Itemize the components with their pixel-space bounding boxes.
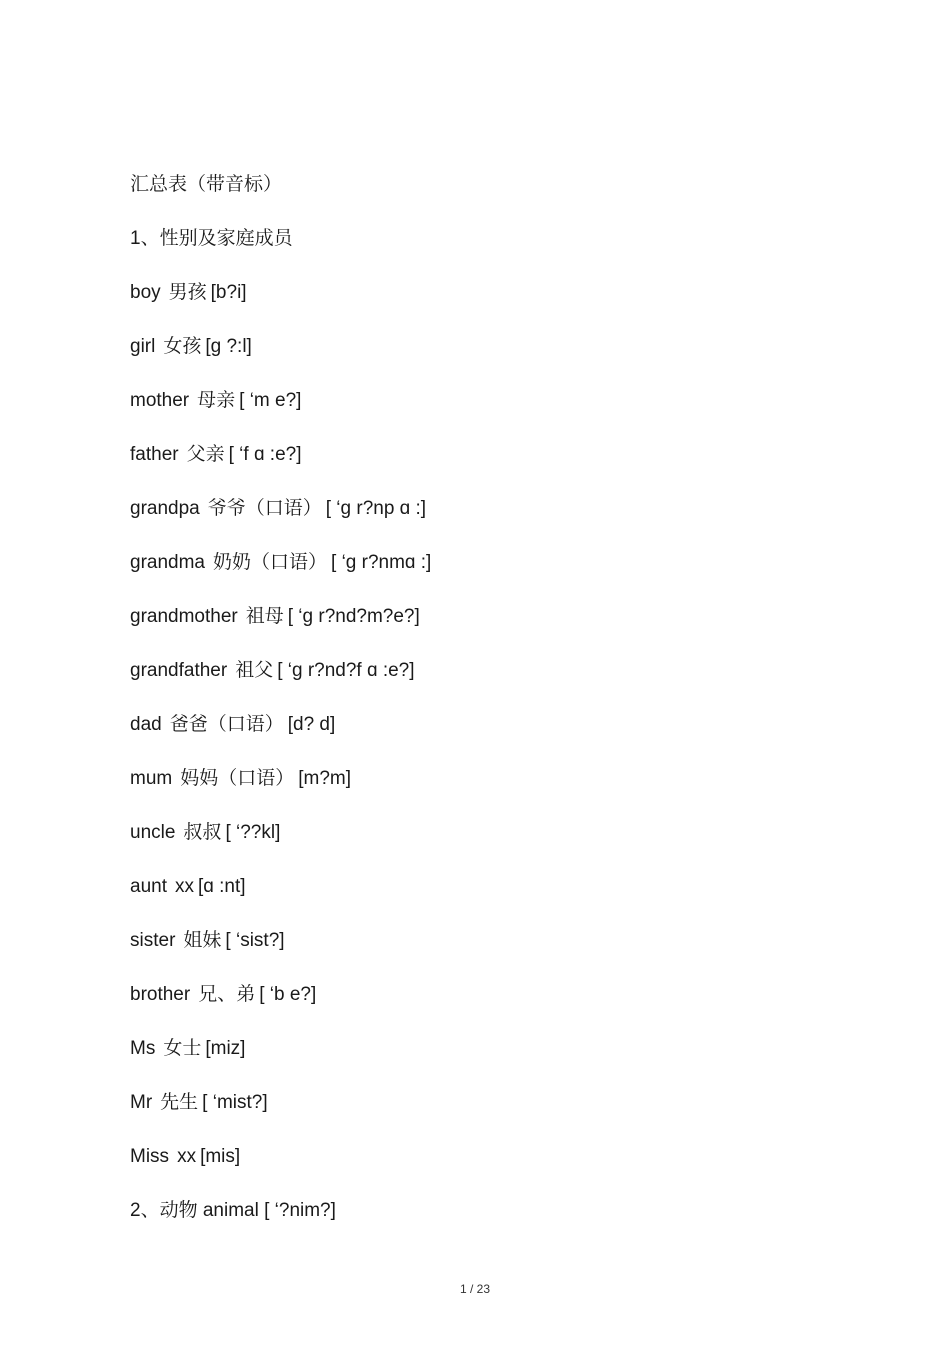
entry-chinese: 父亲: [186, 444, 225, 465]
entry-phonetic: [miz]: [205, 1038, 246, 1059]
vocab-entry: [130, 710, 890, 764]
vocab-entry: [130, 548, 890, 602]
entry-chinese: 祖母: [245, 606, 284, 627]
entry-phonetic: [m?m]: [298, 768, 352, 789]
entry-phonetic: [ ‘m e?]: [239, 390, 302, 411]
entry-phonetic: [ɡ ?:l]: [205, 336, 252, 357]
vocab-entry: [130, 872, 890, 926]
entry-word: sister: [130, 930, 176, 951]
entry-word: mother: [130, 390, 190, 411]
entry-phonetic: [ ‘ɡ r?nd?m?e?]: [287, 606, 420, 627]
entry-word: uncle: [130, 822, 176, 843]
vocab-entry: [130, 656, 890, 710]
vocab-entry: [130, 926, 890, 980]
entry-phonetic: [ ‘f ɑ :e?]: [228, 444, 302, 465]
entry-chinese: 姐妹: [183, 930, 222, 951]
page-title: 汇总表（带音标）: [130, 174, 283, 195]
entry-chinese: 叔叔: [183, 822, 222, 843]
vocab-entry: [130, 818, 890, 872]
entry-word: grandma: [130, 552, 205, 573]
entry-word: aunt: [130, 876, 167, 897]
entry-word: father: [130, 444, 179, 465]
entry-word: Mr: [130, 1092, 153, 1113]
entry-phonetic: [ ‘ɡ r?nd?f ɑ :e?]: [277, 660, 415, 681]
entry-phonetic: [ ‘??kl]: [225, 822, 281, 843]
vocab-entry: [130, 440, 890, 494]
entry-word: brother: [130, 984, 191, 1005]
entry-chinese: xx: [177, 1146, 197, 1167]
entry-word: Ms: [130, 1038, 156, 1059]
entry-chinese: 男孩: [168, 282, 207, 303]
entry-phonetic: [ ‘ɡ r?nmɑ :]: [331, 552, 432, 573]
entry-word: boy: [130, 282, 161, 303]
entry-phonetic: [b?i]: [210, 282, 247, 303]
vocab-entry: [130, 602, 890, 656]
vocab-entry: [130, 1088, 890, 1142]
page-number: 1 / 23: [459, 1282, 491, 1296]
vocab-entry: [130, 386, 890, 440]
vocab-entry: [130, 1142, 890, 1196]
entry-chinese: 妈妈（口语）: [180, 768, 295, 789]
entry-phonetic: [ ‘mist?]: [202, 1092, 268, 1113]
vocab-entry: [130, 1034, 890, 1088]
entry-chinese: 兄、弟: [198, 984, 256, 1005]
entry-word: dad: [130, 714, 162, 735]
vocab-entry: [130, 764, 890, 818]
vocab-entry: [130, 278, 890, 332]
entry-chinese: 祖父: [235, 660, 274, 681]
entry-chinese: xx: [174, 876, 194, 897]
entry-phonetic: [ɑ :nt]: [197, 876, 246, 897]
entry-chinese: 母亲: [197, 390, 236, 411]
entry-chinese: 女士: [163, 1038, 202, 1059]
entry-word: Miss: [130, 1146, 170, 1167]
section-heading-2: 2、动物 animal [ ‘?nim?]: [130, 1200, 336, 1221]
entry-word: mum: [130, 768, 173, 789]
entry-chinese: 奶奶（口语）: [213, 552, 328, 573]
entry-phonetic: [ ‘ɡ r?np ɑ :]: [325, 498, 427, 519]
section-heading-1: 1、性别及家庭成员: [130, 228, 293, 249]
entry-phonetic: [ ‘sist?]: [225, 930, 285, 951]
entry-phonetic: [d? d]: [287, 714, 336, 735]
vocab-entry: [130, 494, 890, 548]
entry-chinese: 爸爸（口语）: [169, 714, 284, 735]
entry-chinese: 女孩: [163, 336, 202, 357]
entry-phonetic: [ ‘b e?]: [259, 984, 317, 1005]
vocab-entry: [130, 332, 890, 386]
vocab-entry: [130, 980, 890, 1034]
page-content: [130, 170, 890, 1250]
entry-word: grandfather: [130, 660, 228, 681]
entry-word: grandpa: [130, 498, 200, 519]
entry-word: girl: [130, 336, 156, 357]
entry-phonetic: [mis]: [200, 1146, 241, 1167]
entry-chinese: 爷爷（口语）: [207, 498, 322, 519]
entry-chinese: 先生: [160, 1092, 199, 1113]
entry-word: grandmother: [130, 606, 238, 627]
